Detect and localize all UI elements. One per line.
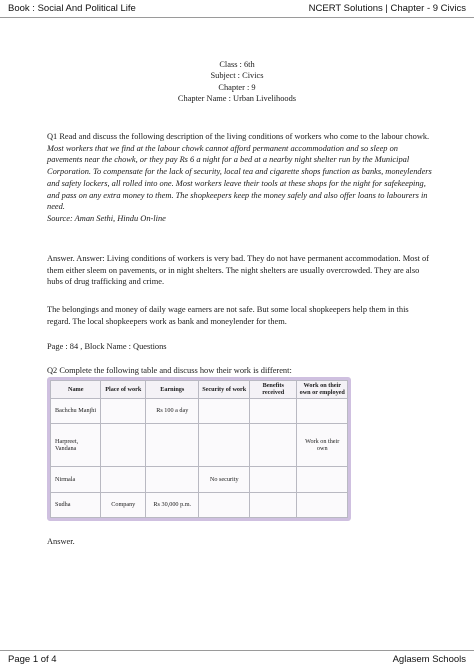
cell-place-of-work	[101, 467, 146, 492]
work-comparison-table	[47, 377, 351, 521]
question-1-text: Q1 Read and discuss the following description of the living conditions of workers who come to the labour chowk.	[47, 132, 430, 141]
cell-earnings	[146, 424, 199, 467]
cell-earnings: Rs 100 a day	[146, 398, 199, 423]
answer-1-paragraph-1: Answer. Answer: Living conditions of workers is very bad. They do not have permanent accommodation. Most of them either sleem on pavements, or in night shelters. The night shelters are usually overcrowded. They are also hubs of drug trafficking and crime.	[47, 254, 429, 287]
cell-security	[199, 492, 249, 517]
cell-security: No security	[199, 467, 249, 492]
header-chapter-title: NCERT Solutions | Chapter - 9 Civics	[308, 3, 466, 14]
table-row	[51, 424, 348, 467]
cell-benefits	[249, 398, 297, 423]
subject-line: Subject : Civics	[210, 71, 264, 81]
cell-name: Bachchu Manjhi	[51, 398, 101, 423]
answer-1-paragraph-2: The belongings and money of daily wage earners are not safe. But some local shopkeepers help them in this regard. The local shopkeepers work as bank and moneylender for them.	[47, 305, 409, 326]
col-header-security: Security of work	[199, 381, 249, 399]
cell-place-of-work	[101, 398, 146, 423]
col-header-earnings: Earnings	[146, 381, 199, 399]
class-line: Class : 6th	[219, 60, 255, 69]
cell-security	[199, 424, 249, 467]
cell-place-of-work: Company	[101, 492, 146, 517]
cell-own-or-employed	[297, 492, 348, 517]
page-block-label: Page : 84 , Block Name : Questions	[47, 342, 167, 351]
col-header-benefits: Benefits received	[249, 381, 297, 399]
cell-earnings	[146, 467, 199, 492]
table-header-row	[51, 381, 348, 399]
col-header-name: Name	[51, 381, 101, 399]
question-1-passage: Most workers that we find at the labour chowk cannot afford permanent accommodation and so sleep on pavements near the chowk, or they pay Rs 6 a night for a bed at a nearby night shelter run by the Municipal Corporation. To compensate for the lack of security, local tea and cigarette shops function as banks, moneylenders and safety lockers, all rolled into one. Most workers leave their tools at these shops for the night for safekeeping, and pass on any extra money to them. The shopkeepers keep the money safely and also offer loans to labourers in need.	[47, 143, 432, 212]
footer-page-number: Page 1 of 4	[8, 654, 57, 665]
col-header-place-of-work: Place of work	[101, 381, 146, 399]
chapter-meta	[0, 59, 474, 105]
cell-earnings: Rs 30,000 p.m.	[146, 492, 199, 517]
footer-publisher: Aglasem Schools	[392, 654, 466, 665]
chapter-line: Chapter : 9	[218, 82, 256, 92]
cell-own-or-employed	[297, 398, 348, 423]
cell-own-or-employed: Work on their own	[297, 424, 348, 467]
cell-own-or-employed	[297, 467, 348, 492]
col-header-own-or-employed: Work on their own or employed	[297, 381, 348, 399]
table-row	[51, 467, 348, 492]
cell-benefits	[249, 424, 297, 467]
header-divider	[0, 17, 474, 18]
footer-divider	[0, 650, 474, 651]
answer-2-label: Answer.	[47, 537, 75, 546]
chapter-name-line: Chapter Name : Urban Livelihoods	[177, 94, 297, 104]
cell-benefits	[249, 492, 297, 517]
cell-place-of-work	[101, 424, 146, 467]
cell-name: Harpreet, Vandana	[51, 424, 101, 467]
cell-benefits	[249, 467, 297, 492]
question-1-source: Source: Aman Sethi, Hindu On-line	[47, 213, 166, 223]
table-row	[51, 398, 348, 423]
header-book-title: Book : Social And Political Life	[8, 3, 136, 14]
cell-security	[199, 398, 249, 423]
table-row	[51, 492, 348, 517]
cell-name: Sudha	[51, 492, 101, 517]
question-2-text: Q2 Complete the following table and discuss how their work is different:	[47, 366, 292, 375]
cell-name: Nirmala	[51, 467, 101, 492]
question-1	[47, 131, 432, 225]
work-table	[50, 380, 348, 518]
